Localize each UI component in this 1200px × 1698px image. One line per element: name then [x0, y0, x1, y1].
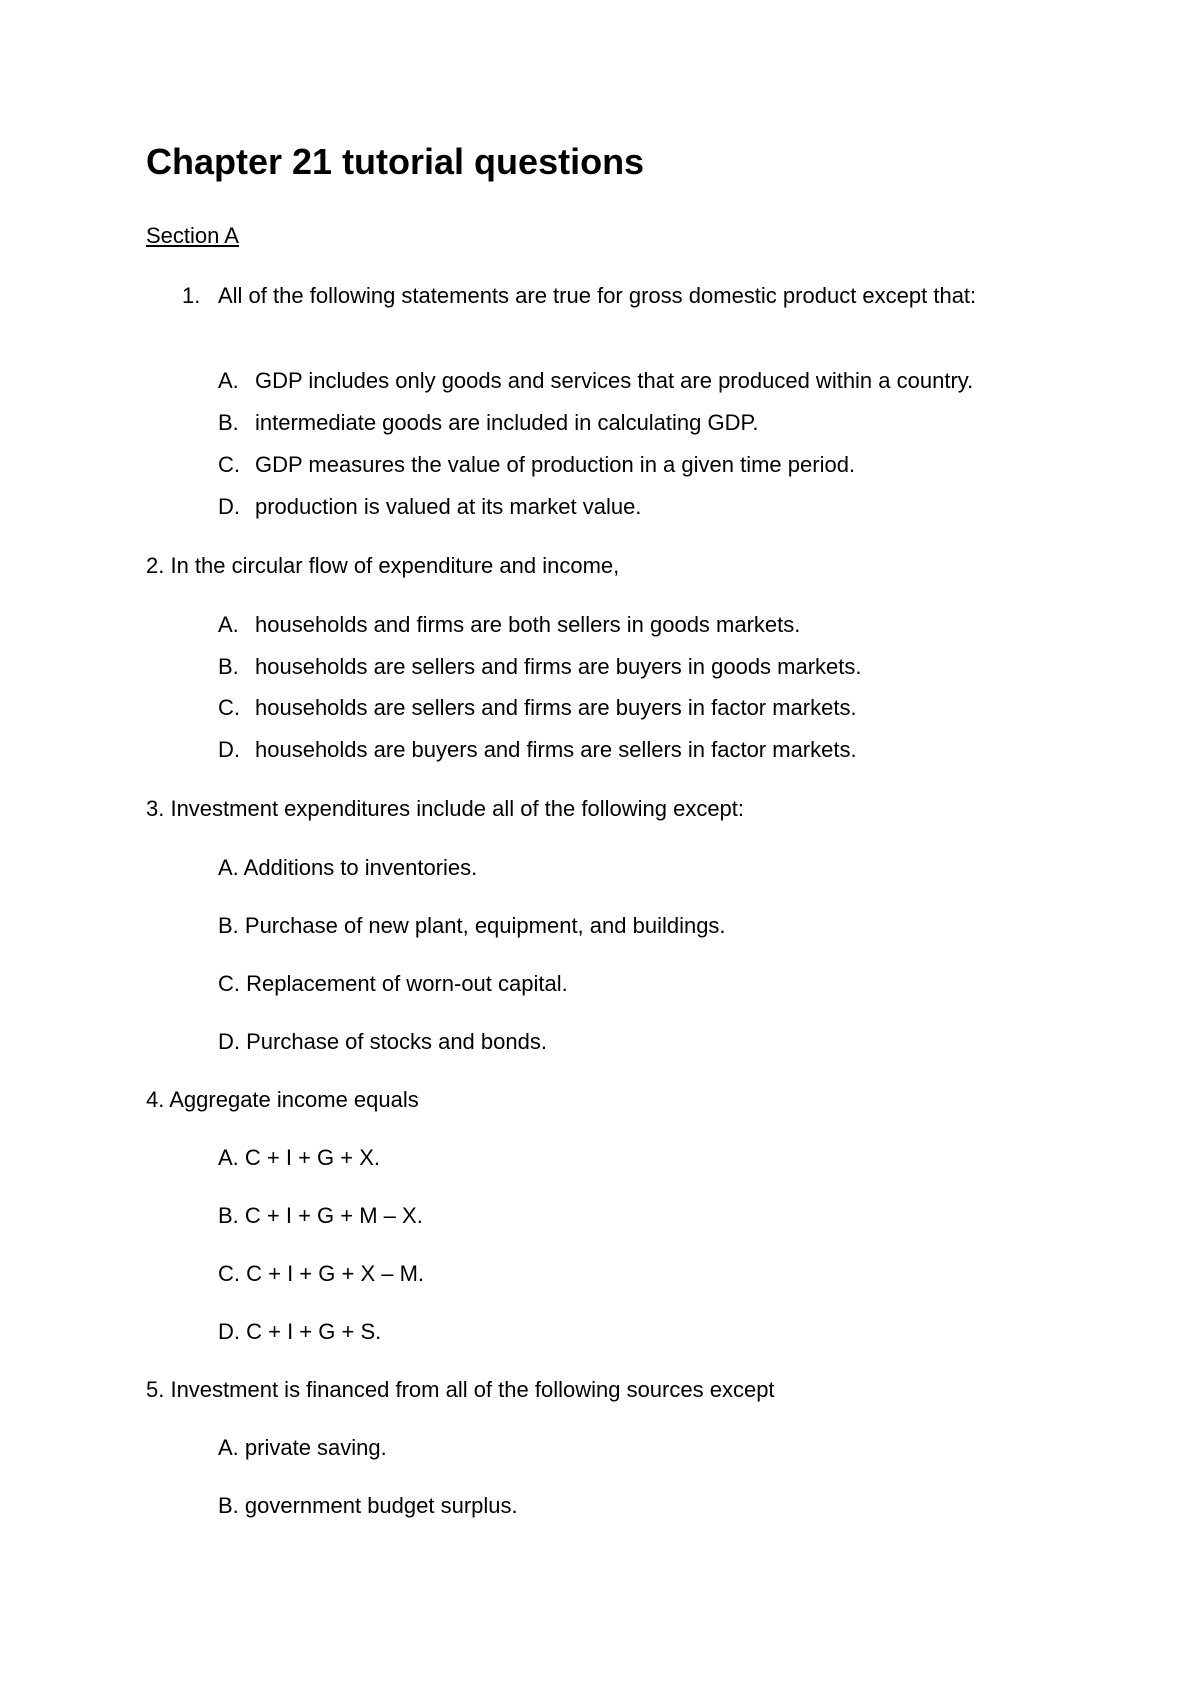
- question-5-option-b: B. government budget surplus.: [218, 1493, 518, 1518]
- question-5-text: 5. Investment is financed from all of the following sources except: [146, 1377, 775, 1402]
- question-1-option-b: intermediate goods are included in calculating GDP.: [255, 410, 759, 435]
- question-3-option-d: D. Purchase of stocks and bonds.: [218, 1029, 547, 1054]
- question-4-option-a: A. C + I + G + X.: [218, 1145, 381, 1170]
- question-3-option-a: A. Additions to inventories.: [218, 855, 478, 880]
- question-1-option-d-letter: D.: [218, 494, 240, 519]
- question-2-option-a-letter: A.: [218, 612, 239, 637]
- question-4-option-b: B. C + I + G + M – X.: [218, 1203, 423, 1228]
- question-2-option-a: households and firms are both sellers in goods markets.: [255, 612, 801, 637]
- question-4-option-c: C. C + I + G + X – M.: [218, 1261, 425, 1286]
- question-2-text: 2. In the circular flow of expenditure and income,: [146, 553, 620, 578]
- question-3-text: 3. Investment expenditures include all of the following except:: [146, 796, 745, 821]
- question-2-option-b-letter: B.: [218, 654, 239, 679]
- question-5-option-a: A. private saving.: [218, 1435, 387, 1460]
- question-2-option-c: households are sellers and firms are buyers in factor markets.: [255, 695, 857, 720]
- question-1-option-c-letter: C.: [218, 452, 240, 477]
- question-2-option-b: households are sellers and firms are buyers in goods markets.: [255, 654, 862, 679]
- section-heading: Section A: [146, 223, 239, 248]
- question-1-option-c: GDP measures the value of production in a given time period.: [255, 452, 856, 477]
- question-1-option-d: production is valued at its market value.: [255, 494, 642, 519]
- question-4-text: 4. Aggregate income equals: [146, 1087, 419, 1112]
- question-1-text: All of the following statements are true for gross domestic product except that:: [218, 283, 977, 308]
- question-1-option-b-letter: B.: [218, 410, 239, 435]
- question-2-option-d-letter: D.: [218, 737, 240, 762]
- page-title: Chapter 21 tutorial questions: [146, 141, 645, 182]
- question-1-option-a-letter: A.: [218, 368, 239, 393]
- question-1-option-a: GDP includes only goods and services that are produced within a country.: [255, 368, 974, 393]
- question-3-option-c: C. Replacement of worn-out capital.: [218, 971, 568, 996]
- question-2-option-d: households are buyers and firms are sellers in factor markets.: [255, 737, 857, 762]
- question-1-number: 1.: [182, 283, 201, 308]
- question-3-option-b: B. Purchase of new plant, equipment, and buildings.: [218, 913, 726, 938]
- question-2-option-c-letter: C.: [218, 695, 240, 720]
- question-4-option-d: D. C + I + G + S.: [218, 1319, 382, 1344]
